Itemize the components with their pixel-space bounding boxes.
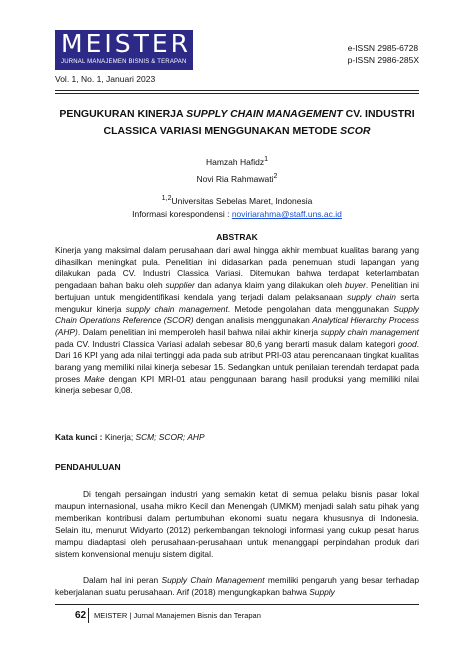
intro-paragraph-1 xyxy=(55,488,419,560)
keywords-line: Kata kunci : Kinerja; SCM; SCOR; AHP xyxy=(55,432,205,442)
header-rule-2 xyxy=(55,93,419,94)
footer-divider xyxy=(88,608,89,623)
text-run: dengan analisis menggunakan xyxy=(193,315,313,326)
issn-block xyxy=(348,42,419,66)
text-run: . Dari 16 KPI yang ada nilai tertinggi ada pada sub atribut PRI-03 atau perencanaan tingkat kualitas barang yang memiliki nilai kinerja sebesar 15. Sedangkan untuk penilaian terendah terdapat pada proses xyxy=(55,338,419,384)
text-run: Kinerja yang maksimal dalam perusahaan dari awal hingga akhir membuat kualitas barang yang dihasilkan meningkat pula. Penelitian ini didasarkan pada penemuan studi lapangan yang dilakukan pada CV. Industri Classica Variasi. Ditemukan bahwa terdapat keterlambatan pengadaan bahan baku oleh xyxy=(55,245,419,291)
text-run: . Dalam penelitian ini memperoleh hasil bahwa nilai akhir kinerja xyxy=(77,326,321,337)
text-run: Supply xyxy=(309,587,335,597)
e-issn: e-ISSN 2985-6728 xyxy=(347,43,419,53)
text-run: Supply Chain Management xyxy=(161,575,265,585)
text-run: Analytical Hierarchy Process (AHP) xyxy=(55,315,419,337)
text-run: . Metode pengolahan data menggunakan xyxy=(227,303,394,314)
author-2: Novi Ria Rahmawati$^2$ xyxy=(196,171,278,184)
p-issn: p-ISSN 2986-285X xyxy=(347,55,419,65)
text-run: Di tengah persaingan industri yang semakin ketat di semua pelaku bisnis pasar lokal maupun internasional, usaha mikro Kecil dan Menengah (UMKM) menjadi salah satu pihak yang memberikan kontribusi dalam pertumbuhan ekonomi suatu negara khususnya di Indonesia. Selain itu, menurut Widyarto (2012) perkembangan teknologi informasi yang cukup pesat harus mampu diadaptasi oleh perusahaan-perusahaan untuk menanggapi perpindahan produk dari sistem konvensional menuju sistem digital. xyxy=(55,489,419,559)
affiliation: $^{1,2}$Universitas Sebelas Maret, Indonesia Informasi korespondensi : noviriarahma@staff.uns.ac.id xyxy=(132,194,342,219)
text-run: dengan KPI MRI-01 atau penggunaan barang hasil produksi yang memiliki nilai kinerja sebesar 0,08. xyxy=(55,373,419,396)
text-run: Make xyxy=(84,373,105,384)
section-heading: PENDAHULUAN xyxy=(55,462,121,472)
intro-paragraph-2 xyxy=(55,574,419,598)
journal-logo xyxy=(55,30,193,70)
text-run: supply chain management xyxy=(320,326,419,337)
text-run: buyer xyxy=(344,280,366,291)
volume-info: Vol. 1, No. 1, Januari 2023 xyxy=(55,74,156,84)
page-footer xyxy=(55,608,419,624)
text-run: SCM; SCOR; AHP xyxy=(135,432,205,442)
logo-wordmark: MEISTER xyxy=(61,29,192,58)
text-run: good xyxy=(398,338,417,349)
text-run: Supply Chain Operations Reference (SCOR) xyxy=(55,303,419,326)
text-run: dan adanya klaim yang dilakukan oleh xyxy=(194,280,345,291)
text-run: Kinerja; xyxy=(104,432,136,442)
text-run: Dalam hal ini peran xyxy=(83,575,162,585)
author-list xyxy=(55,152,419,186)
text-run: supply chain management xyxy=(125,303,228,314)
text-run: memiliki pengaruh yang besar terhadap keberjalanan suatu perusahaan. Arif (2018) mengungkapkan bahwa xyxy=(55,575,420,597)
text-run: supplier xyxy=(165,280,195,291)
text-run: pada CV. Industri Classica Variasi adalah sebesar 80,6 yang berarti masuk dalam kategori xyxy=(55,338,399,349)
header-rule xyxy=(55,90,419,91)
author-1: Hamzah Hafidz$^1$ xyxy=(205,155,269,167)
text-run: supply chain xyxy=(347,291,396,302)
logo-tagline: JURNAL MANAJEMEN BISNIS & TERAPAN xyxy=(61,59,187,65)
abstract-heading: ABSTRAK xyxy=(216,232,258,242)
abstract-body xyxy=(55,245,419,397)
footer-rule xyxy=(55,604,419,605)
correspondence-email-link[interactable]: noviriarahma@staff.uns.ac.id xyxy=(231,208,342,219)
keywords-list xyxy=(105,432,205,442)
text-run: . Penelitian ini bertujuan untuk mengidentifikasi kendala yang terjadi dalam pelaksanaan xyxy=(55,280,419,302)
journal-name: MEISTER | Jurnal Manajemen Bisnis dan Terapan xyxy=(94,611,261,620)
page-number: 62 xyxy=(75,610,87,621)
paper-title: PENGUKURAN KINERJA SUPPLY CHAIN MANAGEMENT CV. INDUSTRI CLASSICA VARIASI MENGGUNAKAN METODE SCOR xyxy=(59,108,415,137)
text-run: serta mengukur kinerja xyxy=(55,291,419,314)
